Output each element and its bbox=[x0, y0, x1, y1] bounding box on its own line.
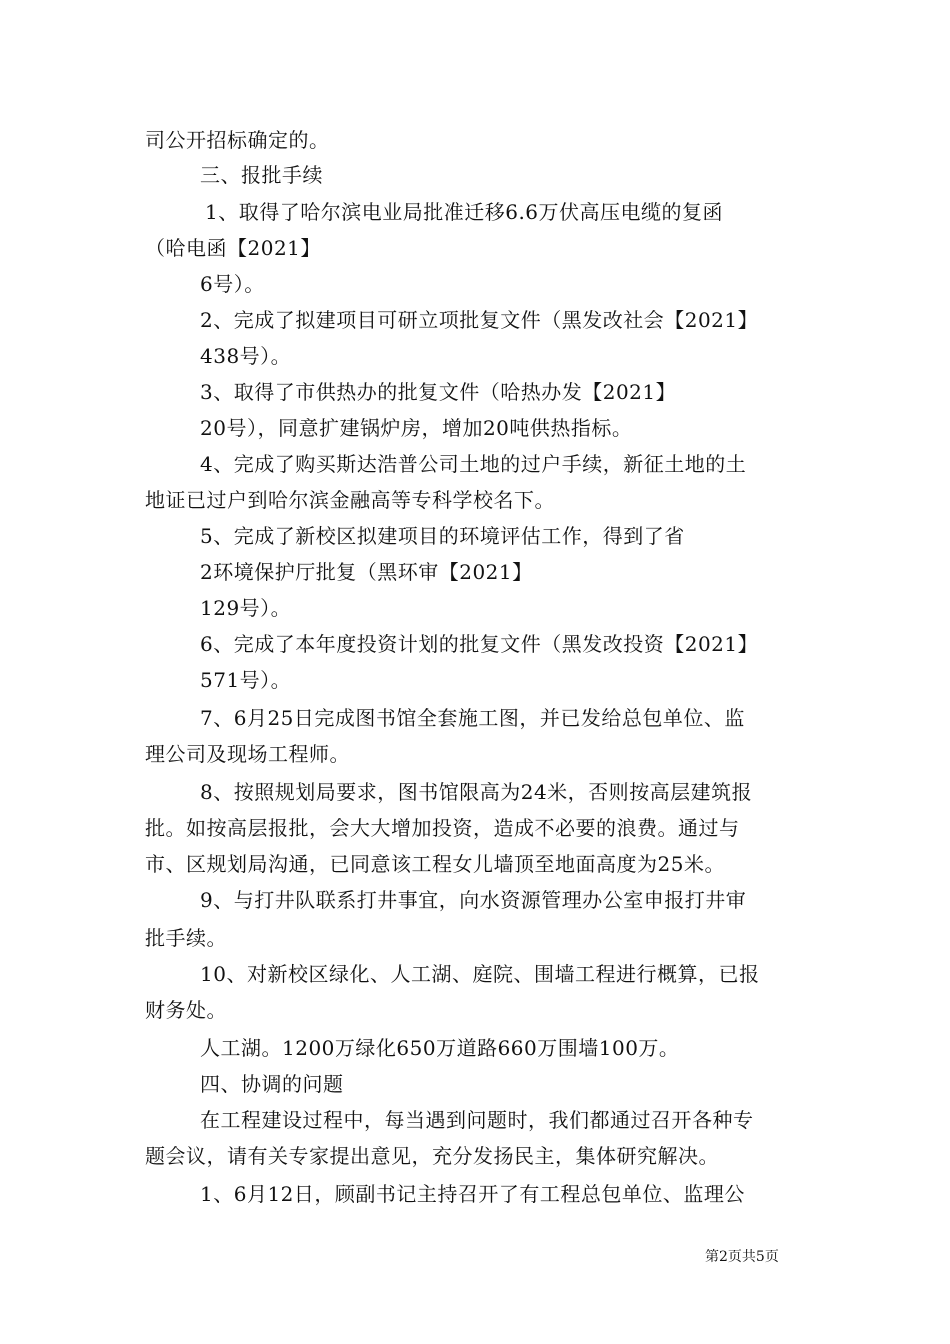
text-line: 571号）。 bbox=[200, 668, 292, 692]
text-line: 10、对新校区绿化、人工湖、庭院、围墙工程进行概算，已报 bbox=[200, 962, 760, 986]
text-line: 9、与打井队联系打井事宜，向水资源管理办公室申报打井审 bbox=[200, 888, 747, 912]
text-line: 2环境保护厅批复（黑环审【2021】 bbox=[200, 560, 533, 584]
text-line: 8、按照规划局要求，图书馆限高为24米，否则按高层建筑报 bbox=[200, 780, 753, 804]
text-line: 4、完成了购买斯达浩普公司土地的过户手续，新征土地的土 bbox=[200, 452, 747, 476]
section-heading: 三、报批手续 bbox=[200, 163, 323, 187]
text-line: 地证已过户到哈尔滨金融高等专科学校名下。 bbox=[145, 488, 555, 512]
text-line: 题会议，请有关专家提出意见，充分发扬民主，集体研究解决。 bbox=[145, 1144, 719, 1168]
text-line: 438号）。 bbox=[200, 344, 292, 368]
text-line: 6号）。 bbox=[200, 272, 265, 296]
text-line: 批手续。 bbox=[145, 926, 227, 950]
text-line: 6、完成了本年度投资计划的批复文件（黑发改投资【2021】 bbox=[200, 632, 759, 656]
page-number-footer: 第2页共5页 bbox=[705, 1249, 779, 1265]
text-line: 3、取得了市供热办的批复文件（哈热办发【2021】 bbox=[200, 380, 677, 404]
text-line: 1、取得了哈尔滨电业局批准迁移6.6万伏高压电缆的复函 bbox=[205, 200, 724, 224]
text-line: 7、6月25日完成图书馆全套施工图，并已发给总包单位、监 bbox=[200, 706, 745, 730]
text-line: 20号），同意扩建锅炉房，增加20吨供热指标。 bbox=[200, 416, 633, 440]
text-line: 市、区规划局沟通，已同意该工程女儿墙顶至地面高度为25米。 bbox=[145, 852, 725, 876]
text-line: 司公开招标确定的。 bbox=[145, 128, 330, 152]
text-line: 1、6月12日，顾副书记主持召开了有工程总包单位、监理公 bbox=[200, 1182, 745, 1206]
text-line: 5、完成了新校区拟建项目的环境评估工作，得到了省 bbox=[200, 524, 685, 548]
text-line: 理公司及现场工程师。 bbox=[145, 742, 350, 766]
text-line: 在工程建设过程中，每当遇到问题时，我们都通过召开各种专 bbox=[200, 1108, 754, 1132]
text-line: （哈电函【2021】 bbox=[145, 236, 321, 260]
text-line: 2、完成了拟建项目可研立项批复文件（黑发改社会【2021】 bbox=[200, 308, 759, 332]
text-line: 人工湖。1200万绿化650万道路660万围墙100万。 bbox=[200, 1036, 680, 1060]
text-line: 129号）。 bbox=[200, 596, 292, 620]
text-line: 批。如按高层报批，会大大增加投资，造成不必要的浪费。通过与 bbox=[145, 816, 740, 840]
section-heading: 四、协调的问题 bbox=[200, 1072, 344, 1096]
text-line: 财务处。 bbox=[145, 998, 227, 1022]
